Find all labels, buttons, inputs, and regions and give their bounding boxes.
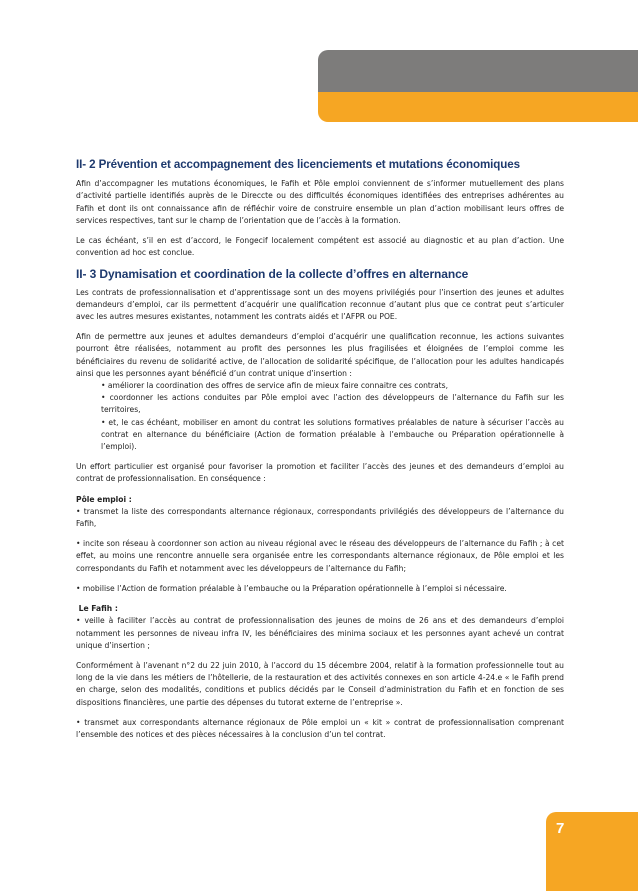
bullet-item: • et, le cas échéant, mobiliser en amont du contrat les solutions formatives préalables de nature à sécuriser l’accès au contrat en alternance du bénéficiaire (Action de formation préalable à l’embauche ou Préparation opérationnelle à l’emploi). — [101, 417, 564, 452]
list-item: • veille à faciliter l’accès au contrat de professionnalisation des jeunes de moins de 26 ans et des demandeurs d’emploi notamment les personnes de niveau infra IV, les bénéficiaires des minima sociaux et les personnes ayant achevé un contrat unique d’insertion ; — [76, 616, 564, 650]
paragraph: Conformément à l’avenant n°2 du 22 juin 2010, à l’accord du 15 décembre 2004, relatif à la formation professionnelle tout au long de la vie dans les métiers de l’hôtellerie, de la restauration et des activités connexes en son article 4-24.e « le Fafih prend en charge, selon des modalités, conditions et publics décidés par le Conseil d’administration du Fafih et en fonction de ses dispositions financières, une partie des dépenses du tutorat externe de l’entreprise ». — [76, 660, 564, 707]
paragraph: Le cas échéant, s’il en est d’accord, le Fongecif localement compétent est associé au diagnostic et au plan d’action. Une convention ad hoc est conclue. — [76, 236, 564, 258]
pole-emploi-heading: Pôle emploi : — [76, 494, 132, 504]
list-item: • transmet la liste des correspondants alternance régionaux, correspondants privilégiés des développeurs de l’alternance du Fafih, — [76, 506, 564, 529]
page-number: 7 — [556, 820, 565, 837]
header-decoration-grey — [318, 50, 638, 92]
paragraph: Afin d’accompagner les mutations économiques, le Fafih et Pôle emploi conviennent de s’informer mutuellement des plans d’activité partielle identifiés auprès de le Direccte ou des difficultés économiques identifiées des entreprises adhérentes au Fafih et dont ils ont connaissance afin de réfléchir voire de construire ensemble un plan d’action mobilisant leurs offres de services respectives, tant sur le champ de l’orientation que de l’accès à la formation. — [76, 179, 564, 225]
document-body — [76, 159, 564, 749]
paragraph: Un effort particulier est organisé pour favoriser la promotion et faciliter l’accès des jeunes et des demandeurs d’emploi au contrat de professionnalisation. En conséquence : — [76, 462, 564, 484]
paragraph: Afin de permettre aux jeunes et adultes demandeurs d’emploi d’acquérir une qualification reconnue, les actions suivantes pourront être réalisées, notamment au profit des personnes les plus fragilisées et éloignées de l’emploi comme les bénéficiaires du revenu de solidarité active, de l’allocation de solidarité spécifique, de l’allocation pour les adultes handicapés ainsi que les personnes ayant bénéficié d’un contrat unique d’insertion : — [76, 332, 564, 378]
paragraph: Les contrats de professionnalisation et d’apprentissage sont un des moyens privilégiés pour l’insertion des jeunes et adultes demandeurs d’emploi, car ils permettent d’acquérir une qualification reconnue d’autant plus que ce contrat peut s’articuler avec les autres mesures existantes, notamment les contrats aidés et l’AFPR ou POE. — [76, 287, 564, 322]
list-item: • transmet aux correspondants alternance régionaux de Pôle emploi un « kit » contrat de professionnalisation comprenant l’ensemble des notices et des pièces nécessaires à la conclusion d’un tel contrat. — [76, 717, 564, 739]
section-title-alternance: II- 3 Dynamisation et coordination de la collecte d’offres en alternance — [76, 267, 469, 282]
header-decoration-orange — [318, 92, 638, 122]
list-item: • mobilise l’Action de formation préalable à l’embauche ou la Préparation opérationnelle à l’emploi si nécessaire. — [76, 583, 507, 593]
list-item: • incite son réseau à coordonner son action au niveau régional avec le réseau des développeurs de l’alternance du Fafih ; à cet effet, au moins une rencontre annuelle sera organisée entre les correspondants alternance régionaux, de Pôle emploi et les correspondants du Fafih et notamment avec les développeurs de l’alternance du Fafih; — [76, 539, 564, 573]
section-title-prevention: II- 2 Prévention et accompagnement des licenciements et mutations économiques — [76, 158, 520, 171]
bullet-item: • coordonner les actions conduites par Pôle emploi avec l’action des développeurs de l’alternance du Fafih sur les territoires, — [101, 393, 564, 415]
fafih-heading: Le Fafih : — [76, 604, 118, 614]
bullet-item: • améliorer la coordination des offres de service afin de mieux faire connaitre ces contrats, — [101, 381, 449, 391]
